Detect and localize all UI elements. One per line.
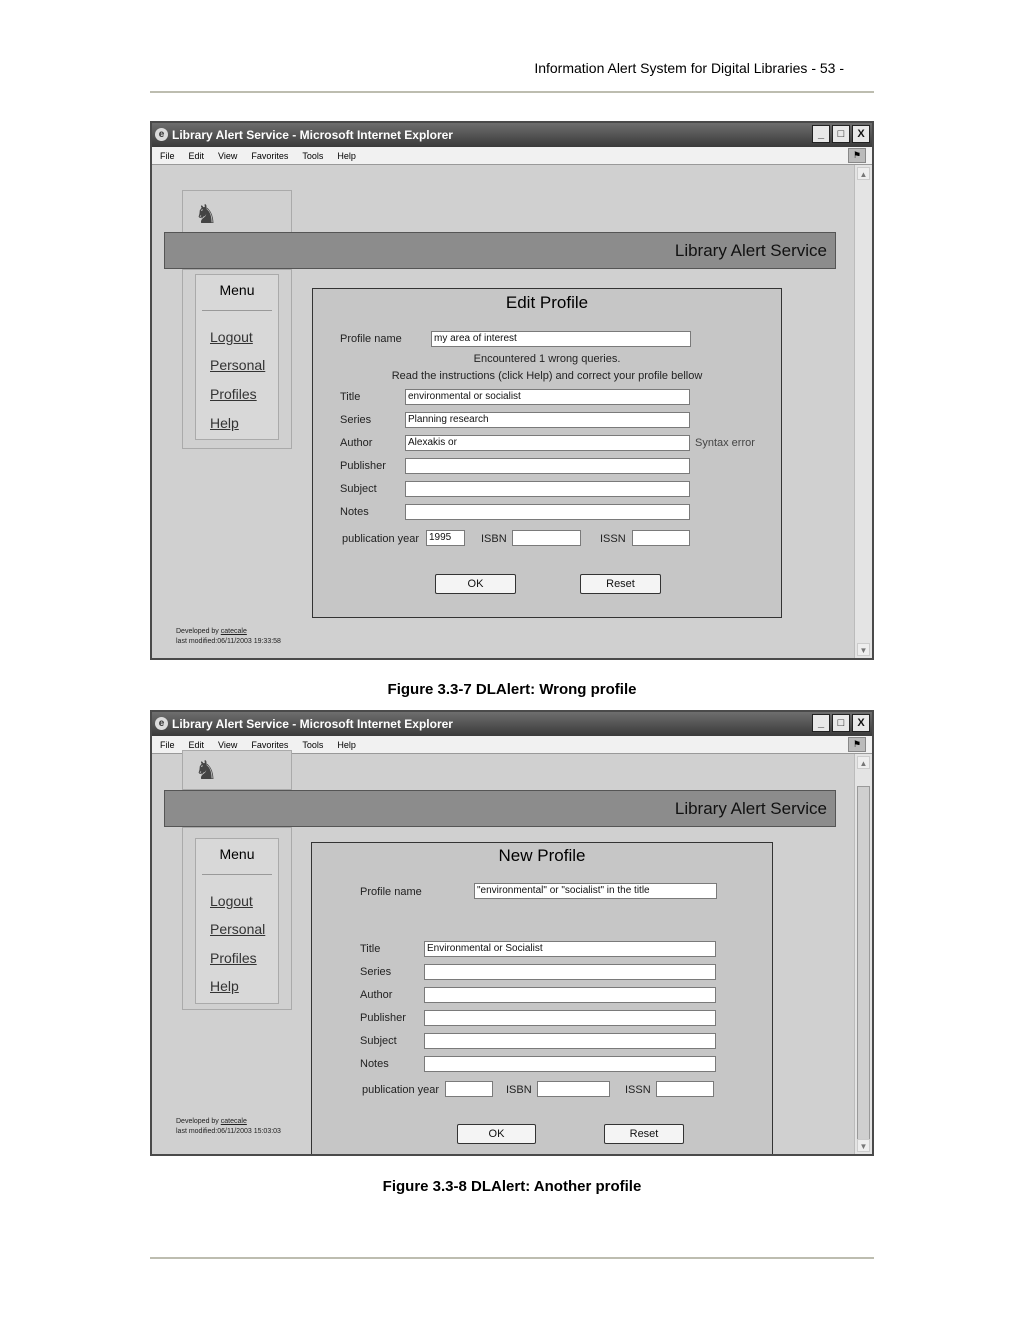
ie-logo-icon: e bbox=[155, 128, 168, 141]
minimize-button[interactable]: _ bbox=[812, 714, 830, 732]
scroll-up-icon[interactable]: ▲ bbox=[857, 756, 870, 769]
menu-title: Menu bbox=[219, 282, 255, 298]
scroll-down-icon[interactable]: ▼ bbox=[857, 643, 870, 656]
publication-year-label: publication year bbox=[342, 533, 420, 545]
banner-title: Library Alert Service bbox=[674, 799, 827, 818]
notes-label: Notes bbox=[340, 506, 369, 518]
issn-input[interactable] bbox=[656, 1081, 714, 1097]
publisher-input[interactable] bbox=[405, 458, 690, 474]
title-input[interactable]: Environmental or Socialist bbox=[424, 941, 716, 957]
developed-by-label: Developed by bbox=[176, 1118, 219, 1125]
publisher-label: Publisher bbox=[360, 1012, 406, 1024]
window-title: Library Alert Service - Microsoft Internet Explorer bbox=[172, 128, 453, 142]
menu-frame bbox=[182, 827, 292, 1010]
footer-note bbox=[176, 1117, 281, 1137]
window-titlebar bbox=[152, 712, 872, 736]
menu-file[interactable]: File bbox=[160, 740, 175, 750]
vertical-scrollbar[interactable] bbox=[854, 165, 872, 658]
menu-link-logout[interactable]: Logout bbox=[210, 329, 253, 345]
footer-rule bbox=[150, 1257, 874, 1259]
new-profile-panel bbox=[311, 842, 773, 1156]
reset-button[interactable]: Reset bbox=[580, 574, 661, 594]
logo-box bbox=[182, 750, 292, 790]
isbn-label: ISBN bbox=[506, 1084, 532, 1096]
reset-button[interactable]: Reset bbox=[604, 1124, 684, 1144]
menu-link-profiles[interactable]: Profiles bbox=[210, 950, 257, 966]
issn-label: ISSN bbox=[625, 1084, 651, 1096]
menu-title: Menu bbox=[219, 846, 255, 862]
subject-label: Subject bbox=[360, 1035, 397, 1047]
edit-profile-panel bbox=[312, 288, 782, 618]
syntax-error-message: Syntax error bbox=[695, 437, 755, 449]
title-label: Title bbox=[340, 391, 361, 403]
notes-input[interactable] bbox=[405, 504, 690, 520]
menu-link-help[interactable]: Help bbox=[210, 415, 239, 431]
menu-frame bbox=[182, 269, 292, 449]
close-button[interactable]: X bbox=[852, 125, 870, 143]
menu-panel bbox=[195, 274, 279, 440]
menu-view[interactable]: View bbox=[218, 151, 238, 161]
scroll-up-icon[interactable]: ▲ bbox=[857, 167, 870, 180]
developer-link[interactable]: catecale bbox=[220, 1118, 247, 1125]
ok-button[interactable]: OK bbox=[457, 1124, 536, 1144]
author-input[interactable]: Alexakis or bbox=[405, 435, 690, 451]
library-logo-icon: ♞ bbox=[194, 199, 218, 229]
developer-link[interactable]: catecale bbox=[220, 628, 247, 635]
site-banner bbox=[164, 790, 836, 827]
page-header: Information Alert System for Digital Libraries - 53 - bbox=[534, 60, 844, 76]
series-label: Series bbox=[360, 966, 392, 978]
menu-divider bbox=[202, 874, 272, 875]
logo-box bbox=[182, 190, 292, 235]
browser-window-1 bbox=[150, 121, 874, 660]
last-modified: last modified:06/11/2003 15:03:03 bbox=[176, 1128, 281, 1135]
menu-link-personal[interactable]: Personal bbox=[210, 921, 266, 937]
menu-favorites[interactable]: Favorites bbox=[251, 151, 289, 161]
page-content bbox=[152, 754, 854, 1154]
subject-label: Subject bbox=[340, 483, 377, 495]
issn-label: ISSN bbox=[600, 533, 626, 545]
library-logo-icon: ♞ bbox=[194, 755, 218, 785]
developed-by-label: Developed by bbox=[176, 628, 219, 635]
notes-label: Notes bbox=[360, 1058, 389, 1070]
profile-name-label: Profile name bbox=[340, 333, 402, 345]
subject-input[interactable] bbox=[424, 1033, 716, 1049]
panel-title: New Profile bbox=[498, 846, 586, 865]
window-titlebar bbox=[152, 123, 872, 147]
close-button[interactable]: X bbox=[852, 714, 870, 732]
menu-link-profiles[interactable]: Profiles bbox=[210, 386, 257, 402]
menu-tools[interactable]: Tools bbox=[302, 740, 324, 750]
figure-caption-2: Figure 3.3-8 DLAlert: Another profile bbox=[382, 1178, 642, 1195]
profile-name-input[interactable]: "environmental" or "socialist" in the title bbox=[474, 883, 717, 899]
ie-logo-icon: e bbox=[155, 717, 168, 730]
series-input[interactable]: Planning research bbox=[405, 412, 690, 428]
header-rule bbox=[150, 91, 874, 93]
series-input[interactable] bbox=[424, 964, 716, 980]
browser-menubar bbox=[152, 147, 872, 165]
ok-button[interactable]: OK bbox=[435, 574, 516, 594]
minimize-button[interactable]: _ bbox=[812, 125, 830, 143]
author-label: Author bbox=[340, 437, 373, 449]
menu-edit[interactable]: Edit bbox=[188, 740, 205, 750]
browser-window-2 bbox=[150, 710, 874, 1156]
menu-link-logout[interactable]: Logout bbox=[210, 893, 253, 909]
profile-name-input[interactable]: my area of interest bbox=[431, 331, 691, 347]
figure-caption-1: Figure 3.3-7 DLAlert: Wrong profile bbox=[387, 681, 637, 698]
windows-flag-icon: ⚑ bbox=[848, 737, 866, 752]
page-content bbox=[152, 165, 854, 658]
author-input[interactable] bbox=[424, 987, 716, 1003]
menu-tools[interactable]: Tools bbox=[302, 151, 324, 161]
vertical-scrollbar[interactable] bbox=[854, 754, 872, 1154]
author-label: Author bbox=[360, 989, 393, 1001]
menu-link-personal[interactable]: Personal bbox=[210, 357, 266, 373]
maximize-button[interactable]: □ bbox=[832, 125, 850, 143]
error-count-message: Encountered 1 wrong queries. bbox=[473, 353, 621, 365]
series-label: Series bbox=[340, 414, 372, 426]
last-modified: last modified:06/11/2003 19:33:58 bbox=[176, 638, 281, 645]
menu-favorites[interactable]: Favorites bbox=[251, 740, 289, 750]
isbn-input[interactable] bbox=[537, 1081, 610, 1097]
instructions-message: Read the instructions (click Help) and correct your profile bellow bbox=[391, 370, 703, 382]
publisher-input[interactable] bbox=[424, 1010, 716, 1026]
publication-year-label: publication year bbox=[362, 1084, 440, 1096]
menu-view[interactable]: View bbox=[218, 740, 238, 750]
publisher-label: Publisher bbox=[340, 460, 386, 472]
panel-title: Edit Profile bbox=[505, 293, 589, 312]
menu-help[interactable]: Help bbox=[337, 740, 356, 750]
issn-input[interactable] bbox=[632, 530, 690, 546]
title-input[interactable]: environmental or socialist bbox=[405, 389, 690, 405]
banner-title: Library Alert Service bbox=[674, 241, 827, 260]
menu-panel bbox=[195, 838, 279, 1004]
isbn-label: ISBN bbox=[481, 533, 507, 545]
menu-file[interactable]: File bbox=[160, 151, 175, 161]
publication-year-input[interactable] bbox=[445, 1081, 493, 1097]
publication-year-input[interactable]: 1995 bbox=[426, 530, 465, 546]
menu-edit[interactable]: Edit bbox=[188, 151, 205, 161]
notes-input[interactable] bbox=[424, 1056, 716, 1072]
menu-divider bbox=[202, 310, 272, 311]
scroll-thumb[interactable] bbox=[857, 786, 870, 1148]
isbn-input[interactable] bbox=[512, 530, 581, 546]
menu-link-help[interactable]: Help bbox=[210, 978, 239, 994]
footer-note bbox=[176, 627, 281, 647]
subject-input[interactable] bbox=[405, 481, 690, 497]
windows-flag-icon: ⚑ bbox=[848, 148, 866, 163]
window-title: Library Alert Service - Microsoft Internet Explorer bbox=[172, 717, 453, 731]
scroll-down-icon[interactable]: ▼ bbox=[857, 1139, 870, 1152]
profile-name-label: Profile name bbox=[360, 886, 422, 898]
title-label: Title bbox=[360, 943, 381, 955]
maximize-button[interactable]: □ bbox=[832, 714, 850, 732]
site-banner bbox=[164, 232, 836, 269]
menu-help[interactable]: Help bbox=[337, 151, 356, 161]
